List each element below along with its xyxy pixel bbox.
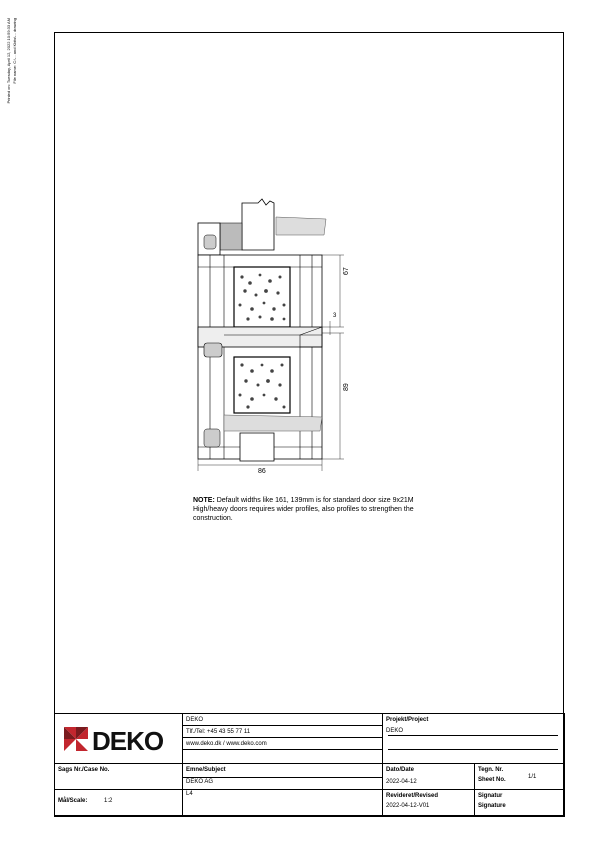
dimension-bottom-label: 89 [343, 383, 350, 391]
revised-value: 2022-04-12-V01 [386, 803, 430, 809]
deko-logo-text: DEKO [92, 726, 164, 756]
profile-section-drawing [190, 195, 360, 480]
drawing-note [193, 496, 493, 523]
company-phone: Tlf./Tel: +45 43 55 77 11 [186, 729, 251, 735]
subject-sub: L4 [186, 791, 193, 797]
deko-logo-icon [62, 725, 90, 753]
sheet-no-value: 1/1 [528, 774, 537, 780]
company-web: www.deko.dk / www.deko.com [186, 741, 267, 747]
project-label: Projekt/Project [386, 717, 429, 723]
title-block [54, 713, 564, 816]
dimension-top-label: 67 [343, 267, 350, 275]
scale-value: 1:2 [104, 798, 113, 804]
print-info-line-1: Printed on: Tuesday, April 12, 2022 10:59:33 AM [6, 18, 11, 104]
sheet-no-label: Sheet No. [478, 777, 506, 783]
revised-label: Revideret/Revised [386, 793, 439, 799]
note-text-3: construction. [193, 515, 233, 522]
scale-label: Mål/Scale: [58, 798, 88, 804]
dimension-width-label: 86 [258, 468, 266, 475]
date-value: 2022-04-12 [386, 779, 417, 785]
signature-label: Signatur [478, 793, 503, 799]
print-info-line-2: File name: C:\... and Kbits\... drawing [12, 18, 17, 84]
print-info-sidebar [6, 18, 28, 148]
project-value: DEKO [386, 728, 404, 734]
note-text-2: High/heavy doors requires wider profiles, also profiles to strengthen the [193, 506, 414, 513]
note-text-1: Default widths like 161, 139mm is for standard door size 9x21M [214, 497, 414, 504]
dimension-gap-label: 3 [333, 313, 337, 319]
drawing-no-label: Tegn. Nr. [478, 767, 504, 773]
deko-logo [62, 725, 174, 755]
signature-label-2: Signature [478, 803, 506, 809]
subject-label: Emne/Subject [186, 767, 226, 773]
subject-value: DEKO AG [186, 779, 214, 785]
note-label: NOTE: [193, 497, 215, 504]
company-name: DEKO [186, 717, 204, 723]
case-no-label: Sags Nr./Case No. [58, 767, 110, 773]
date-label: Dato/Date [386, 767, 415, 773]
